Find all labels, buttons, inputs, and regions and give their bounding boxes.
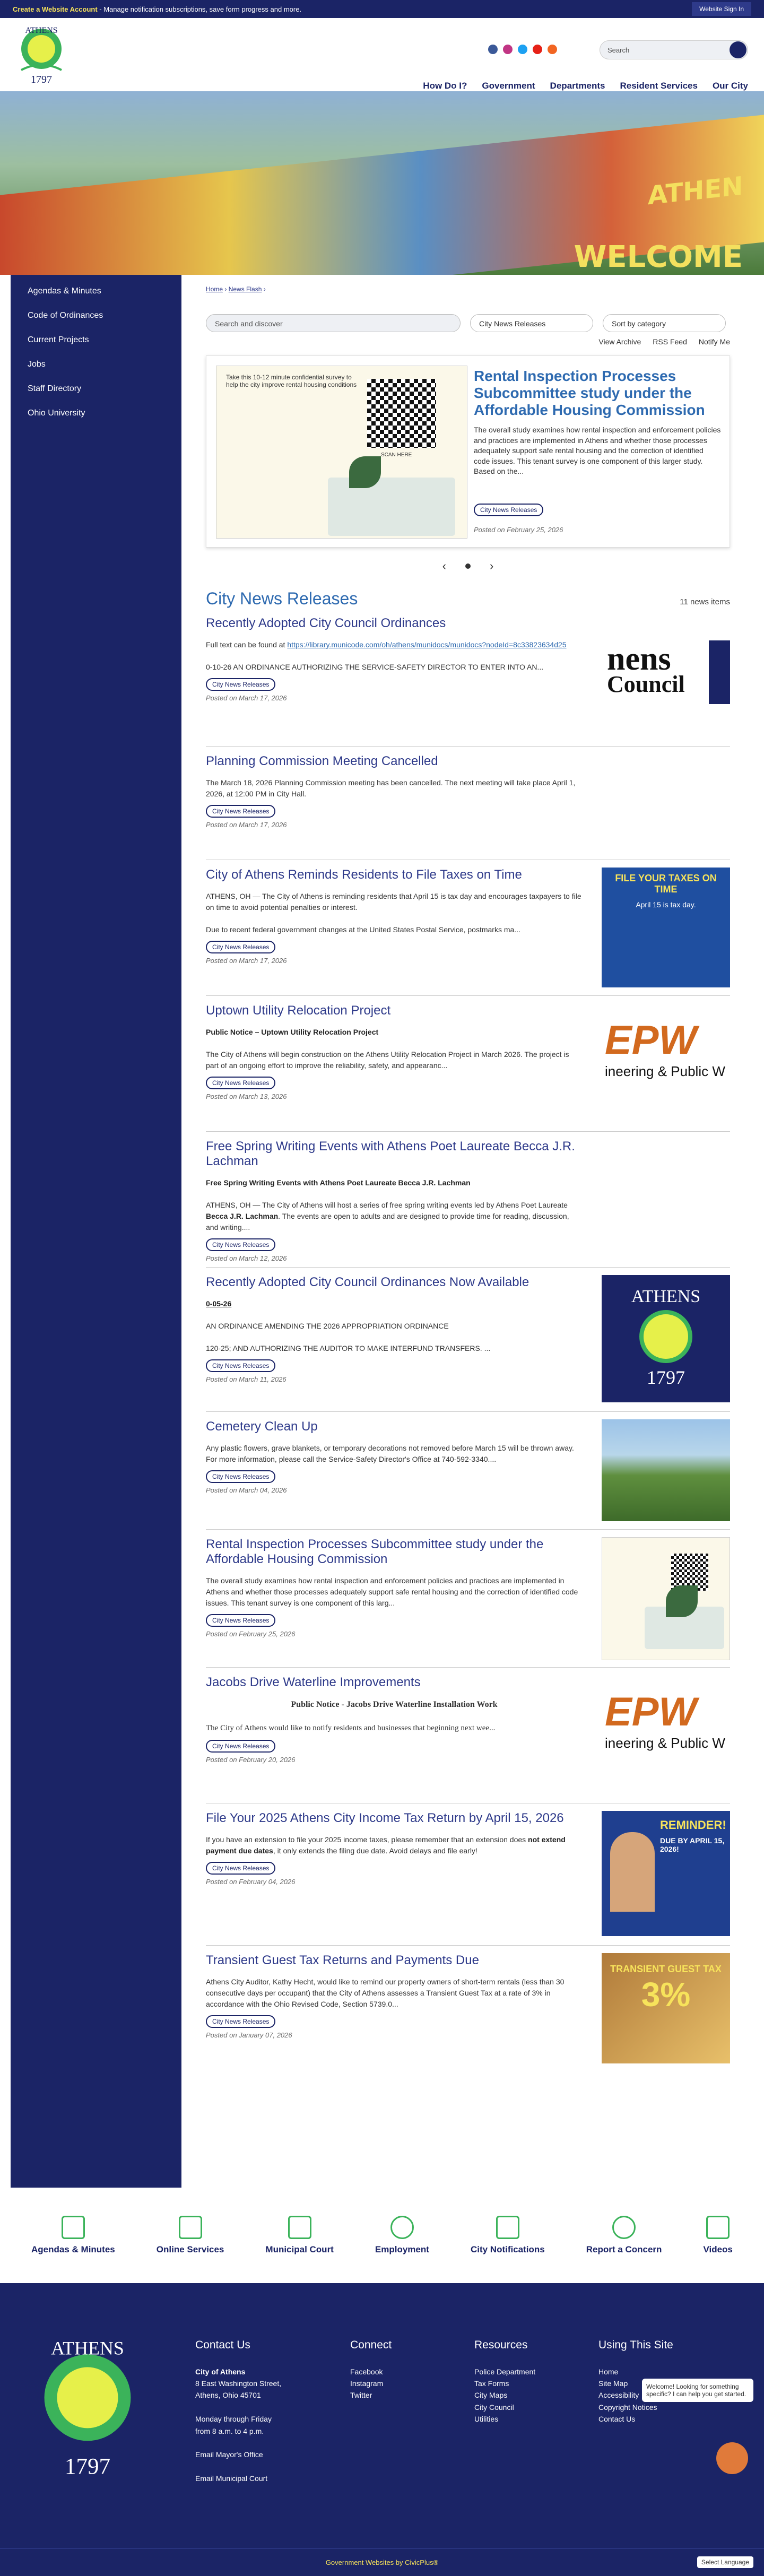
- footer-logo-year: 1797: [64, 2454, 111, 2479]
- account-banner: [13, 5, 301, 13]
- thumbnail-text: nens: [607, 641, 671, 677]
- news-item-date: Posted on February 20, 2026: [206, 1755, 296, 1764]
- news-item-subhead: 0-05-26: [206, 1299, 232, 1308]
- footer-resource-link[interactable]: City Council: [474, 2402, 514, 2412]
- news-item-date: Posted on February 25, 2026: [206, 1630, 296, 1638]
- news-item-body: [206, 1298, 583, 1354]
- category-select[interactable]: City News Releases: [470, 314, 593, 332]
- email-court-link[interactable]: Email Municipal Court: [195, 2474, 268, 2483]
- footer-connect: [350, 2336, 392, 2401]
- footer-resources-heading: Resources: [474, 2339, 528, 2351]
- news-item-date: Posted on March 17, 2026: [206, 694, 287, 702]
- news-item-date: Posted on March 17, 2026: [206, 957, 287, 965]
- footer-instagram-link[interactable]: Instagram: [350, 2379, 384, 2388]
- footer-resource-link[interactable]: Police Department: [474, 2367, 536, 2376]
- footer-resource-link[interactable]: Tax Forms: [474, 2379, 509, 2388]
- news-item-tag[interactable]: City News Releases: [206, 805, 275, 818]
- news-item-date: Posted on January 07, 2026: [206, 2031, 292, 2039]
- view-archive-link[interactable]: View Archive: [598, 337, 641, 346]
- news-item[interactable]: [206, 609, 730, 747]
- news-item[interactable]: [206, 1530, 730, 1668]
- news-item-text2: 0-10-26 AN ORDINANCE AUTHORIZING THE SERVICE-SAFETY DIRECTOR TO ENTER INTO AN...: [206, 663, 544, 671]
- footer-twitter-link[interactable]: Twitter: [350, 2391, 372, 2400]
- news-item-body: [206, 1698, 583, 1734]
- quick-link-online-services[interactable]: [157, 2216, 224, 2255]
- news-item-text2: . The events are open to adults and are designed to provide time for reading, discussion, and writing....: [206, 1212, 569, 1231]
- quick-links: [0, 2188, 764, 2283]
- thumbnail-text: TRANSIENT GUEST TAX: [610, 1964, 722, 1974]
- logo-year: 1797: [31, 74, 52, 85]
- news-item-title[interactable]: Jacobs Drive Waterline Improvements: [206, 1675, 421, 1689]
- logo-name: ATHENS: [25, 26, 58, 35]
- footer-logo[interactable]: [27, 2331, 149, 2485]
- mural-sign-welcome: WELCOME: [574, 240, 743, 274]
- news-item-title[interactable]: City of Athens Reminds Residents to File Taxes on Time: [206, 868, 522, 882]
- news-list-title: City News Releases: [206, 589, 358, 608]
- notify-me-link[interactable]: Notify Me: [698, 337, 730, 346]
- news-item-body: [206, 639, 583, 673]
- news-item-body: [206, 1027, 583, 1071]
- quick-link-label: Employment: [375, 2244, 429, 2254]
- page-body: [0, 275, 764, 2188]
- footer-using-link[interactable]: Contact Us: [598, 2415, 636, 2424]
- news-item[interactable]: [206, 747, 730, 860]
- person-icon: [390, 2216, 414, 2239]
- thumbnail-text2: April 15 is tax day.: [636, 900, 696, 909]
- news-tools: [206, 337, 730, 346]
- news-item-thumbnail: [602, 1537, 730, 1660]
- news-list-header: [206, 589, 730, 609]
- quick-link-municipal-court[interactable]: [265, 2216, 333, 2255]
- nav-our-city[interactable]: Our City: [712, 81, 748, 91]
- prev-arrow-icon[interactable]: ‹: [442, 559, 446, 573]
- news-item-tag[interactable]: City News Releases: [206, 1470, 275, 1483]
- news-item-subhead: Free Spring Writing Events with Athens Poet Laureate Becca J.R. Lachman: [206, 1178, 471, 1187]
- facebook-icon[interactable]: [488, 45, 498, 54]
- news-item-body: The overall study examines how rental inspection and enforcement policies and practices are implemented in Athens and whether those processes adequately support safe rental housing and the correction of identified code issues. This tenant survey is one component of this larg...: [206, 1576, 578, 1607]
- news-item-text: If you have an extension to file your 2025 income taxes, please remember that an extension does: [206, 1835, 528, 1844]
- featured-date: Posted on February 25, 2026: [474, 526, 563, 534]
- sign-in-button[interactable]: Website Sign In: [692, 2, 751, 16]
- quick-link-label: City Notifications: [470, 2244, 545, 2254]
- top-bar: [0, 0, 764, 18]
- chat-popup[interactable]: Welcome! Looking for something specific? I can help you get started.: [642, 2379, 753, 2402]
- news-item-tag[interactable]: City News Releases: [206, 2015, 275, 2028]
- news-item-text2: 120-25; AND AUTHORIZING THE AUDITOR TO MAKE INTERFUND TRANSFERS. ...: [206, 1344, 491, 1352]
- footer-hours-2: from 8 a.m. to 4 p.m.: [195, 2426, 264, 2435]
- envelope-icon: [496, 2216, 519, 2239]
- news-item-tag[interactable]: City News Releases: [206, 1614, 275, 1627]
- thumbnail-text: EPW: [605, 1018, 697, 1063]
- news-item[interactable]: [206, 1946, 730, 2071]
- thumbnail-text: REMINDER!: [660, 1818, 726, 1832]
- site-search-input[interactable]: [600, 40, 748, 59]
- quick-link-agendas[interactable]: [31, 2216, 115, 2255]
- news-item-thumbnail: [602, 640, 730, 704]
- news-item[interactable]: [206, 1668, 730, 1803]
- news-item-text: The City of Athens would like to notify residents and businesses that beginning next wee...: [206, 1724, 496, 1732]
- footer-resource-link[interactable]: Utilities: [474, 2415, 499, 2424]
- quick-link-label: Municipal Court: [265, 2244, 334, 2254]
- news-item-thumbnail: [602, 1689, 730, 1758]
- play-icon: [706, 2216, 730, 2239]
- footer-connect-heading: Connect: [350, 2339, 392, 2351]
- site-search-placeholder: Search: [607, 46, 630, 54]
- news-item-tag[interactable]: City News Releases: [206, 1862, 275, 1875]
- language-select[interactable]: Select Language: [697, 2556, 753, 2568]
- footer-address-1: 8 East Washington Street,: [195, 2379, 282, 2388]
- news-item-tag[interactable]: City News Releases: [206, 1359, 275, 1372]
- news-item-title[interactable]: File Your 2025 Athens City Income Tax Return by April 15, 2026: [206, 1811, 564, 1825]
- footer-using-link[interactable]: Site Map: [598, 2379, 628, 2388]
- breadcrumb-home[interactable]: Home: [206, 285, 223, 293]
- thumbnail-text2: ineering & Public W: [605, 1735, 725, 1751]
- news-item-subhead: Public Notice - Jacobs Drive Waterline Installation Work: [291, 1700, 498, 1709]
- breadcrumb: Home › News Flash ›: [206, 285, 266, 293]
- news-item-title[interactable]: Planning Commission Meeting Cancelled: [206, 754, 438, 768]
- footer-facebook-link[interactable]: Facebook: [350, 2367, 383, 2376]
- social-links: [488, 45, 557, 54]
- thumbnail-text: ATHENS: [631, 1287, 701, 1306]
- featured-body: The overall study examines how rental inspection and enforcement policies and practices are implemented in Athens and whether those processes adequately support safe rental housing and the correction of identified code issues. This tenant survey is one component of this larger study. Based on the...: [474, 426, 721, 476]
- news-item-title[interactable]: Uptown Utility Relocation Project: [206, 1003, 391, 1018]
- quick-link-label: Videos: [703, 2244, 733, 2254]
- rss-feed-link[interactable]: RSS Feed: [653, 337, 687, 346]
- sidebar-item-projects[interactable]: Current Projects: [28, 335, 89, 344]
- header: [0, 18, 764, 91]
- news-item-tag[interactable]: City News Releases: [206, 1740, 275, 1753]
- news-item-date: Posted on March 04, 2026: [206, 1486, 287, 1494]
- footer-contact-heading: Contact Us: [195, 2339, 250, 2351]
- footer-address-2: Athens, Ohio 45701: [195, 2391, 261, 2400]
- news-item[interactable]: [206, 1412, 730, 1530]
- qr-code-icon: [367, 379, 436, 448]
- news-item-title[interactable]: Recently Adopted City Council Ordinances Now Available: [206, 1275, 529, 1289]
- news-item-title[interactable]: Recently Adopted City Council Ordinances: [206, 616, 446, 630]
- news-item-body: Athens City Auditor, Kathy Hecht, would like to remind our property owners of short-term rentals (less than 30 consecutive days per occupant) that the City of Athens assesses a Transient Guest Tax at a rate of 3% in accordance with the Ohio Revised Code, Section 5739.0...: [206, 1977, 565, 2008]
- news-item-thumbnail: [602, 1419, 730, 1521]
- news-item-tag[interactable]: City News Releases: [206, 1238, 275, 1251]
- news-item-date: Posted on March 17, 2026: [206, 821, 287, 829]
- quick-link-label: Online Services: [156, 2244, 224, 2254]
- news-item-tag[interactable]: City News Releases: [206, 1077, 275, 1089]
- carousel-dot[interactable]: [465, 563, 471, 569]
- sidebar: [11, 275, 181, 2188]
- footer-contact: [195, 2336, 281, 2485]
- footer-using-link[interactable]: Home: [598, 2367, 619, 2376]
- news-item-tag[interactable]: City News Releases: [206, 941, 275, 953]
- news-item-body: Any plastic flowers, grave blankets, or temporary decorations not removed before March 15 will be thrown away. For more information, please call the Service-Safety Director's Office at 740-592-3340....: [206, 1444, 574, 1463]
- plant-illustration: [645, 1607, 724, 1649]
- email-mayor-link[interactable]: Email Mayor's Office: [195, 2450, 263, 2459]
- main-nav: [423, 81, 748, 91]
- sidebar-item-ohio-university[interactable]: Ohio University: [28, 409, 85, 418]
- civicplus-credit[interactable]: Government Websites by CivicPlus®: [325, 2558, 439, 2566]
- news-item-title[interactable]: Cemetery Clean Up: [206, 1419, 318, 1434]
- rss-icon[interactable]: [548, 45, 557, 54]
- quick-link-report-concern[interactable]: [586, 2216, 662, 2255]
- quick-link-label: Agendas & Minutes: [31, 2244, 115, 2254]
- thumbnail-text: FILE YOUR TAXES ON TIME: [615, 873, 717, 895]
- news-item-title[interactable]: Free Spring Writing Events with Athens Poet Laureate Becca J.R. Lachman: [206, 1139, 575, 1168]
- news-item-text: ATHENS, OH — The City of Athens is reminding residents that April 15 is tax day and encourages taxpayers to file on time to avoid potential penalties or interest.: [206, 892, 581, 912]
- news-item-text: Full text can be found at: [206, 640, 288, 649]
- breadcrumb-current[interactable]: News Flash: [228, 285, 262, 293]
- athens-logo[interactable]: [16, 22, 67, 86]
- bottom-bar: [0, 2548, 764, 2576]
- carousel-pager: [206, 559, 730, 573]
- nav-how-do-i[interactable]: How Do I?: [423, 81, 467, 91]
- monitor-icon: [179, 2216, 202, 2239]
- chatbot-avatar-icon[interactable]: [716, 2442, 748, 2474]
- news-item-body: [206, 1177, 583, 1233]
- news-item-text: ATHENS, OH — The City of Athens will host a series of free spring writing events led by Athens Poet Laureate: [206, 1201, 568, 1209]
- sort-select[interactable]: Sort by category: [603, 314, 726, 332]
- news-item[interactable]: [206, 996, 730, 1132]
- footer-using-heading: Using This Site: [598, 2339, 673, 2351]
- quick-link-label: Report a Concern: [586, 2244, 662, 2254]
- hero-banner-image: [0, 91, 764, 275]
- footer-using-link[interactable]: Copyright Notices: [598, 2402, 657, 2412]
- thumbnail-text2: DUE BY APRIL 15, 2026!: [660, 1836, 725, 1853]
- footer-org: City of Athens: [195, 2367, 246, 2376]
- footer-resource-link[interactable]: City Maps: [474, 2391, 508, 2400]
- calendar-icon: [62, 2216, 85, 2239]
- nav-resident-services[interactable]: Resident Services: [620, 81, 698, 91]
- news-item-date: Posted on March 11, 2026: [206, 1375, 286, 1383]
- quick-link-videos[interactable]: [703, 2216, 732, 2255]
- thumbnail-text2: ineering & Public W: [605, 1063, 725, 1079]
- twitter-icon[interactable]: [518, 45, 527, 54]
- featured-image: [216, 366, 467, 539]
- sidebar-item-staff-directory[interactable]: Staff Directory: [28, 384, 82, 393]
- news-item-text2: , it only extends the filing due date. Avoid delays and file early!: [273, 1846, 478, 1855]
- nav-government[interactable]: Government: [482, 81, 535, 91]
- featured-title[interactable]: Rental Inspection Processes Subcommittee study under the Affordable Housing Commission: [474, 368, 705, 418]
- instagram-icon[interactable]: [503, 45, 513, 54]
- news-item-bold: Becca J.R. Lachman: [206, 1212, 279, 1220]
- main-content: [206, 275, 730, 2071]
- news-item-title[interactable]: Transient Guest Tax Returns and Payments Due: [206, 1953, 479, 1967]
- news-item-thumbnail: [602, 868, 730, 987]
- news-item-thumbnail: [602, 1811, 730, 1936]
- sidebar-item-ordinances[interactable]: Code of Ordinances: [28, 311, 103, 320]
- news-item-text: AN ORDINANCE AMENDING THE 2026 APPROPRIATION ORDINANCE: [206, 1322, 449, 1330]
- news-item[interactable]: [206, 1803, 730, 1946]
- footer-resources: [474, 2336, 535, 2425]
- search-icon[interactable]: [730, 41, 746, 58]
- news-item-tag[interactable]: City News Releases: [206, 678, 275, 691]
- news-item-text2: Due to recent federal government changes at the United States Postal Service, postmarks ma...: [206, 925, 520, 934]
- footer: [0, 2283, 764, 2548]
- featured-category-tag[interactable]: City News Releases: [474, 504, 543, 516]
- thumbnail-text2: 1797: [647, 1367, 685, 1388]
- footer-logo-name: ATHENS: [51, 2337, 124, 2359]
- sidebar-item-jobs[interactable]: Jobs: [28, 360, 46, 369]
- news-item-thumbnail: [602, 1953, 730, 2063]
- news-item[interactable]: [206, 1132, 730, 1268]
- thumbnail-text2: Council: [607, 671, 685, 697]
- news-item-body: The March 18, 2026 Planning Commission meeting has been cancelled. The next meeting will take place April 1, 2026, at 12:00 PM in City Hall.: [206, 778, 576, 798]
- featured-image-qr-label: SCAN HERE: [381, 452, 412, 458]
- filter-bar: [206, 314, 730, 332]
- news-item-subhead: Public Notice – Uptown Utility Relocation Project: [206, 1028, 379, 1036]
- nav-departments[interactable]: Departments: [550, 81, 605, 91]
- plant-illustration: [328, 478, 455, 536]
- chat-bubble-icon: [612, 2216, 636, 2239]
- news-item-date: Posted on March 12, 2026: [206, 1254, 287, 1262]
- news-item-text: The City of Athens will begin construction on the Athens Utility Relocation Project in March 2026. The project is part of an ongoing effort to improve the reliability, safety, and appearanc...: [206, 1050, 569, 1070]
- courthouse-icon: [288, 2216, 311, 2239]
- featured-image-text: Take this 10-12 minute confidential survey to help the city improve rental housing conditions: [226, 374, 357, 388]
- create-account-text: - Manage notification subscriptions, save form progress and more.: [97, 5, 302, 13]
- featured-news-card[interactable]: [206, 355, 730, 548]
- youtube-icon[interactable]: [533, 45, 542, 54]
- footer-hours-1: Monday through Friday: [195, 2415, 272, 2424]
- quick-link-employment[interactable]: [375, 2216, 429, 2255]
- create-account-link[interactable]: Create a Website Account: [13, 5, 98, 13]
- news-item-date: Posted on February 04, 2026: [206, 1878, 296, 1886]
- footer-using-link[interactable]: Accessibility: [598, 2391, 639, 2400]
- news-item-thumbnail: [602, 1017, 730, 1086]
- news-item[interactable]: [206, 1268, 730, 1412]
- news-item[interactable]: [206, 860, 730, 996]
- thumbnail-text: EPW: [605, 1689, 697, 1734]
- municode-link[interactable]: https://library.municode.com/oh/athens/munidocs/munidocs?nodeId=8c33823634d25: [287, 640, 567, 649]
- news-item-body: [206, 1834, 583, 1857]
- news-item-body: [206, 891, 583, 935]
- news-item-bold: not extend payment due dates: [206, 1835, 566, 1855]
- news-search-input[interactable]: Search and discover: [206, 314, 461, 332]
- news-item-date: Posted on March 13, 2026: [206, 1092, 287, 1100]
- sidebar-item-agendas[interactable]: Agendas & Minutes: [28, 287, 101, 296]
- news-item-title[interactable]: Rental Inspection Processes Subcommittee study under the Affordable Housing Commission: [206, 1537, 544, 1566]
- news-count: 11 news items: [680, 597, 730, 606]
- quick-link-notifications[interactable]: [471, 2216, 545, 2255]
- thumbnail-text2: 3%: [641, 1975, 691, 2014]
- next-arrow-icon[interactable]: ›: [490, 559, 494, 573]
- mural-sign-athens: ATHEN: [647, 171, 743, 211]
- news-item-thumbnail: [602, 1275, 730, 1402]
